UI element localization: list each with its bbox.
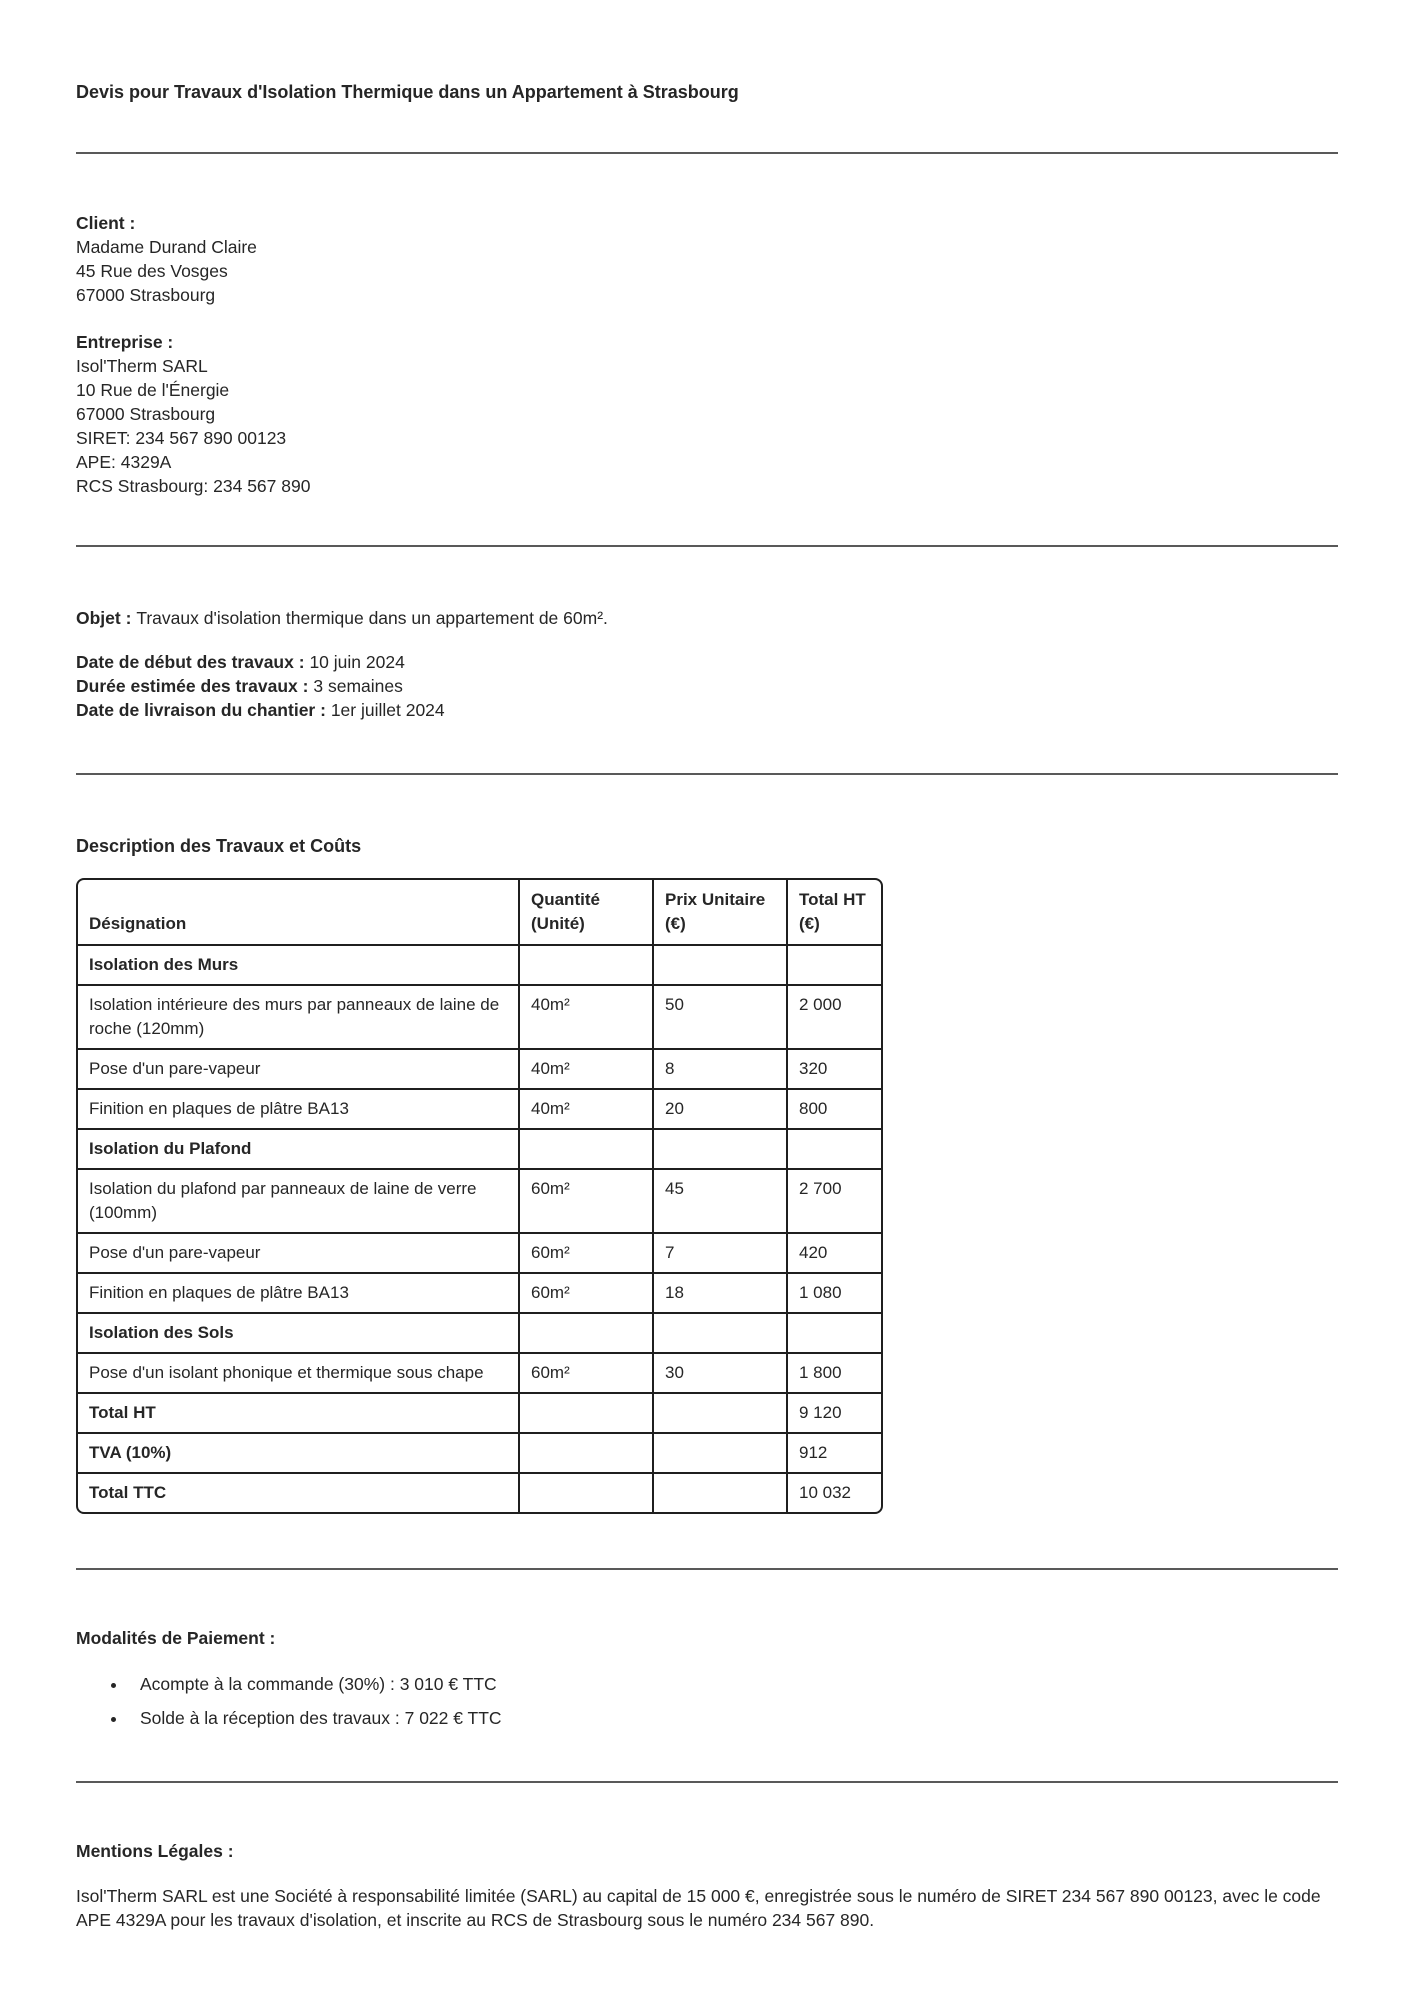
cell-unit-price: 20	[654, 1090, 788, 1130]
cell-quantity	[520, 1130, 654, 1170]
start-date-label: Date de début des travaux :	[76, 652, 305, 672]
cell-unit-price	[654, 946, 788, 986]
cell-unit-price	[654, 1434, 788, 1474]
cell-designation: Pose d'un pare-vapeur	[78, 1234, 520, 1274]
duration-label: Durée estimée des travaux :	[76, 676, 309, 696]
cell-designation: Isolation des Murs	[78, 946, 520, 986]
company-section	[76, 330, 1338, 498]
cell-total	[788, 946, 881, 986]
cell-total: 1 800	[788, 1354, 881, 1394]
cell-total: 2 000	[788, 986, 881, 1050]
delivery-date-line	[76, 698, 1338, 722]
cell-designation: Isolation intérieure des murs par panneaux de laine de roche (120mm)	[78, 986, 520, 1050]
table-row-tva	[78, 1434, 881, 1474]
client-name: Madame Durand Claire	[76, 237, 257, 257]
delivery-date-value: 1er juillet 2024	[330, 700, 445, 720]
table-row	[78, 1170, 881, 1234]
cell-designation: Isolation du Plafond	[78, 1130, 520, 1170]
table-row	[78, 1130, 881, 1170]
payment-heading: Modalités de Paiement :	[76, 1628, 276, 1648]
duration-line	[76, 674, 1338, 698]
cell-total: 10 032	[799, 1483, 851, 1502]
cell-unit-price: 7	[654, 1234, 788, 1274]
company-ape: APE: 4329A	[76, 452, 172, 472]
cell-total: 2 700	[788, 1170, 881, 1234]
cell-unit-price	[654, 1474, 788, 1512]
start-date-line	[76, 650, 1338, 674]
cell-quantity: 60m²	[520, 1234, 654, 1274]
cell-unit-price	[654, 1130, 788, 1170]
cell-designation: Pose d'un pare-vapeur	[78, 1050, 520, 1090]
company-siret: SIRET: 234 567 890 00123	[76, 428, 287, 448]
table-row	[78, 986, 881, 1050]
cell-total	[788, 1130, 881, 1170]
cell-quantity	[520, 1314, 654, 1354]
company-heading: Entreprise :	[76, 332, 174, 352]
legal-heading: Mentions Légales :	[76, 1841, 234, 1861]
cell-designation: Total TTC	[78, 1474, 520, 1512]
cell-designation: Total HT	[78, 1394, 520, 1434]
company-city: 67000 Strasbourg	[76, 404, 216, 424]
cell-quantity: 40m²	[520, 1090, 654, 1130]
object-text: Travaux d'isolation thermique dans un appartement de 60m².	[136, 608, 608, 628]
table-row-total-ttc	[78, 1474, 881, 1512]
table-header-row	[78, 880, 881, 946]
cell-unit-price	[654, 1314, 788, 1354]
works-cost-table	[76, 878, 883, 1514]
company-street: 10 Rue de l'Énergie	[76, 380, 230, 400]
payment-item-deposit: • Acompte à la commande (30%) : 3 010 € TTC	[128, 1672, 1338, 1696]
separator	[76, 545, 1338, 547]
document-title: Devis pour Travaux d'Isolation Thermique dans un Appartement à Strasbourg	[76, 82, 739, 102]
cell-quantity	[520, 946, 654, 986]
cell-total: 420	[788, 1234, 881, 1274]
separator	[76, 1568, 1338, 1570]
duration-value: 3 semaines	[313, 676, 403, 696]
table-row	[78, 1090, 881, 1130]
cell-total	[788, 1314, 881, 1354]
schedule-section	[76, 650, 1338, 722]
client-street: 45 Rue des Vosges	[76, 261, 228, 281]
cell-quantity: 60m²	[520, 1170, 654, 1234]
column-header-quantity: Quantité (Unité)	[520, 880, 654, 946]
column-header-designation: Désignation	[78, 880, 520, 946]
client-city: 67000 Strasbourg	[76, 285, 216, 305]
cell-unit-price: 45	[654, 1170, 788, 1234]
cell-total: 800	[788, 1090, 881, 1130]
cell-quantity	[520, 1474, 654, 1512]
cell-quantity: 60m²	[520, 1354, 654, 1394]
cell-quantity	[520, 1434, 654, 1474]
table-row-total-ht	[78, 1394, 881, 1434]
table-row	[78, 1354, 881, 1394]
cell-designation: Finition en plaques de plâtre BA13	[78, 1274, 520, 1314]
table-row	[78, 1314, 881, 1354]
cell-designation: TVA (10%)	[78, 1434, 520, 1474]
cell-quantity	[520, 1394, 654, 1434]
works-section-heading: Description des Travaux et Coûts	[76, 836, 362, 856]
object-line	[76, 606, 1338, 630]
separator	[76, 773, 1338, 775]
column-header-unit-price: Prix Unitaire (€)	[654, 880, 788, 946]
object-label: Objet :	[76, 608, 132, 628]
table-row	[78, 946, 881, 986]
cell-unit-price: 50	[654, 986, 788, 1050]
cell-quantity: 60m²	[520, 1274, 654, 1314]
cell-designation: Finition en plaques de plâtre BA13	[78, 1090, 520, 1130]
cell-total: 9 120	[788, 1394, 881, 1434]
cell-unit-price: 8	[654, 1050, 788, 1090]
cell-total: 1 080	[788, 1274, 881, 1314]
start-date-value: 10 juin 2024	[309, 652, 405, 672]
cell-quantity: 40m²	[520, 986, 654, 1050]
client-heading: Client :	[76, 213, 136, 233]
payment-list	[76, 1672, 1338, 1730]
column-header-total-ht: Total HT (€)	[788, 880, 881, 946]
cell-designation: Isolation du plafond par panneaux de laine de verre (100mm)	[78, 1170, 520, 1234]
company-rcs: RCS Strasbourg: 234 567 890	[76, 476, 311, 496]
cell-quantity: 40m²	[520, 1050, 654, 1090]
separator	[76, 152, 1338, 154]
table-row	[78, 1234, 881, 1274]
legal-text: Isol'Therm SARL est une Société à responsabilité limitée (SARL) au capital de 15 000 €, enregistrée sous le numéro de SIRET 234 567 890 00123, avec le code APE 4329A pour les travaux d'isolation, et inscrite au RCS de Strasbourg sous le numéro 234 567 890.	[76, 1886, 1321, 1930]
table-row	[78, 1050, 881, 1090]
separator	[76, 1781, 1338, 1783]
cell-designation: Pose d'un isolant phonique et thermique sous chape	[78, 1354, 520, 1394]
delivery-date-label: Date de livraison du chantier :	[76, 700, 326, 720]
cell-designation: Isolation des Sols	[78, 1314, 520, 1354]
cell-unit-price	[654, 1394, 788, 1434]
cell-unit-price: 30	[654, 1354, 788, 1394]
cell-unit-price: 18	[654, 1274, 788, 1314]
table-row	[78, 1274, 881, 1314]
cell-total: 912	[788, 1434, 881, 1474]
cell-total: 320	[788, 1050, 881, 1090]
payment-item-balance: • Solde à la réception des travaux : 7 022 € TTC	[128, 1706, 1338, 1730]
company-name: Isol'Therm SARL	[76, 356, 208, 376]
client-section	[76, 211, 1338, 307]
